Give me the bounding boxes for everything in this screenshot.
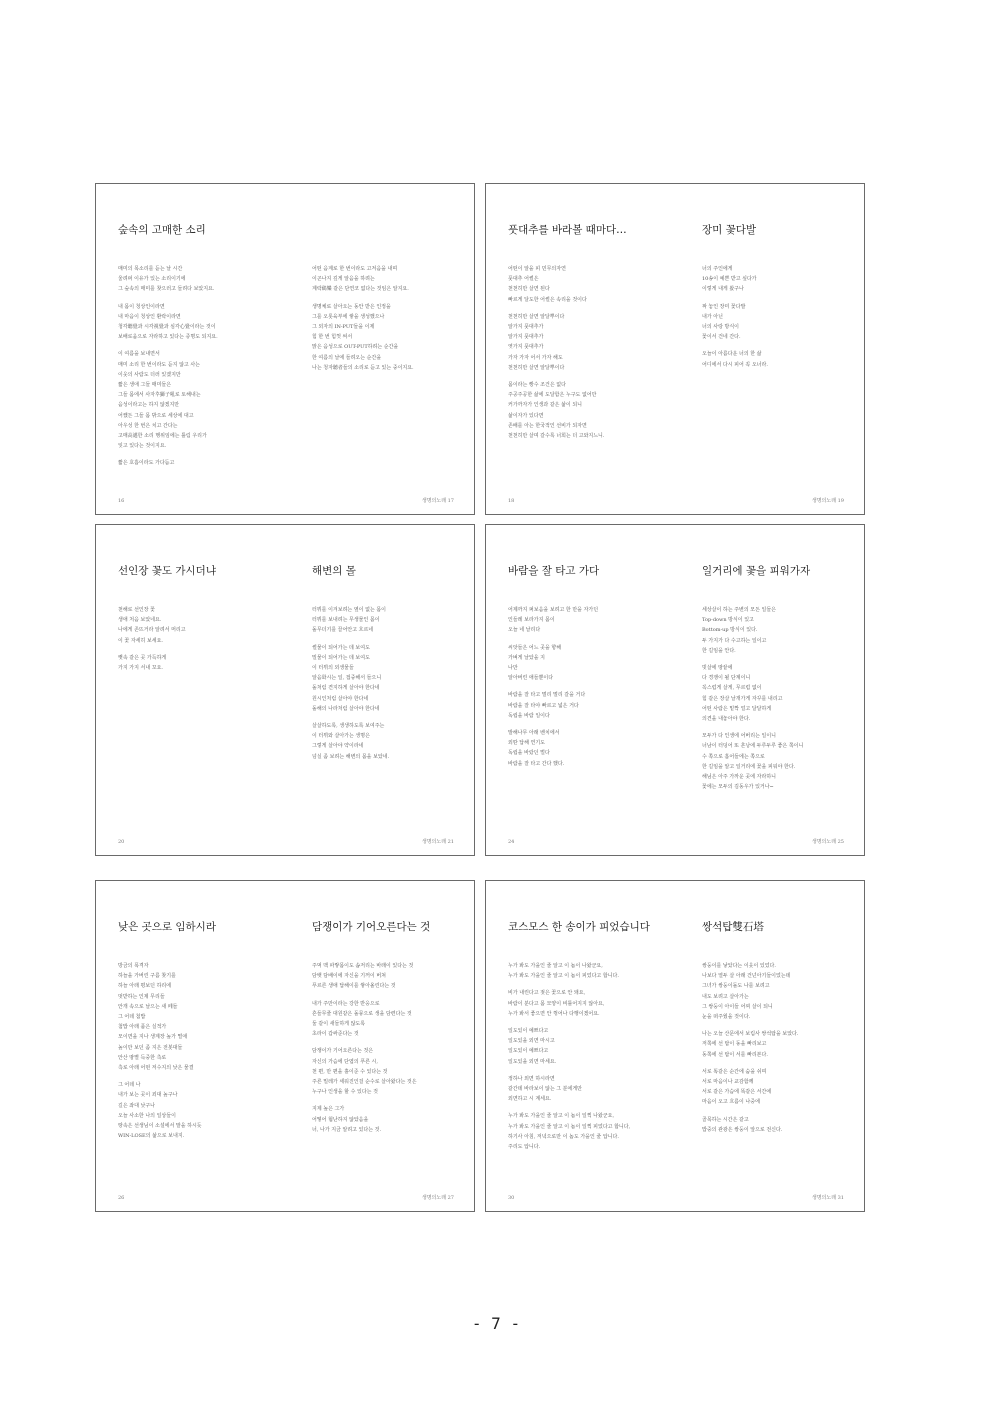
book-spread [485, 880, 865, 1212]
poem-line: 담쟁이가 기어오른다는 것은 [312, 1048, 374, 1055]
poem-line: 생명체로 살아오는 동안 받은 인정을 [312, 303, 391, 310]
poem-body [508, 264, 676, 448]
poem-body [312, 961, 480, 1142]
book-page-number: 생명의노래 25 [811, 839, 844, 845]
poem-line: 바람을 잘 타야 빠르고 넓은 거다 [508, 702, 579, 709]
poem-stanza [508, 1026, 676, 1067]
poem-line: Bottom-up 방식이 있다. [702, 627, 758, 634]
poem-line: 존배를 아는 한국적인 선비가 되자면 [508, 422, 587, 429]
poem-body [702, 264, 870, 377]
poem-line: 살살하도록, 생생하도록 보여주는 [312, 723, 385, 730]
poem-line: 터뷔를 보내려는 무생물인 몸이 [312, 617, 380, 624]
poem-line: 누가 봐도 가을인 줄 알고 이 놈이 나왔군요, [508, 963, 603, 969]
poem-stanza [702, 1029, 870, 1060]
poem-title: 낮은 곳으로 임하시라 [118, 921, 216, 933]
poem-line: 누가 봐도 가을인 줄 알고 이 놈이 피었다고 합니다. [508, 973, 619, 980]
poem-stanza [118, 961, 286, 1073]
poem-line: 내 몸이 청상인이라면 [118, 303, 165, 310]
poem-line: 오늘이 아름다운 너의 한 삶 [702, 351, 762, 358]
poem-stanza [508, 728, 676, 769]
poem-line: 그 어데 나 [118, 1082, 141, 1089]
poem-line: 멋받하는 인제 무리들 [118, 993, 165, 1000]
poem-stanza [702, 961, 870, 1022]
poem-stanza [702, 731, 870, 792]
poem-line: 측로 아래 어떤 저수지의 낮은 물결 [118, 1065, 194, 1072]
poem-line: 모두가 다 인생에 어버리는 일이니 [702, 733, 776, 740]
poem-line: 안개 속으로 날으는 새 떼들 [118, 1003, 178, 1010]
page-number-footer: - 7 - [471, 1314, 521, 1333]
poem-line: 그 외자의 IN-PUT들을 이제 [312, 324, 375, 331]
poem-line: 나에게 존뜨거라 알려서 머리고 [118, 627, 186, 634]
poem-line: 밥중의 관광은 쌍둥이 앞으로 전신다. [702, 1126, 783, 1133]
poem-line: 저쪽에 선 탑이 동을 빠리보고 [702, 1041, 767, 1048]
poem-stanza [508, 380, 676, 441]
poem-title: 담쟁이가 기어오른다는 것 [312, 921, 431, 933]
poem-line: 힘 한 번 힘껏 써서 [312, 334, 353, 341]
poem-line: 같간데 바라보이 않는 그 분에게만 [508, 1086, 582, 1093]
poem-line: 어떤이 알을 피 민무의자연 [508, 266, 566, 272]
poem-line: 어디에서 다시 피어 꼭 오너라. [702, 361, 768, 368]
poem-line: 지제 높은 그가 [312, 1106, 345, 1113]
poem-line: 푸르른 생애 답해이를 쌓아올린다는 것 [312, 983, 396, 990]
poem-line: 알음화시는 일, 접중해서 들으니 [312, 675, 382, 682]
poem-line: 천천히만 살면 알달뿌이다 [508, 364, 565, 371]
poem-line: 담뱃 담배이에 자신을 기꺼이 버쳐 [312, 973, 386, 980]
poem-line: 꼭스럽게 살게, 무르럽 없이 [702, 685, 762, 692]
poem-line: 삶이자가 있다면 [508, 412, 544, 419]
poem-line: 세상살이 하는 주변의 모든 일들은 [702, 607, 776, 613]
poem-line: 어떤 음계로 한 번이라도 고저음을 내며 [312, 266, 398, 272]
book-page-right [676, 881, 866, 1211]
poem-line: 나는 청자聽者들의 소리로 듣고 있는 중이지요. [312, 364, 414, 371]
poem-line: 천천히만 살며 갈수록 너희는 더 고와지느니. [508, 433, 605, 440]
poem-line: 인들레 보라가지 몸이 [508, 617, 555, 624]
book-page-number: 16 [118, 498, 125, 504]
poem-line: 동쪽에 선 탑이 서를 빠리본다. [702, 1051, 768, 1058]
poem-line: 그들 몸에서 사자후獅子吼로 토해내는 [118, 392, 201, 399]
poem-line: 골목하는 시간은 같고 [702, 1116, 749, 1123]
poem-stanza [312, 264, 480, 295]
poem-line: 너의 사랑 방식이 [702, 324, 739, 331]
poem-line: 독립을 바람 일이다 [508, 712, 550, 719]
poem-stanza [312, 721, 480, 762]
poem-line: 가벼게 날았을 지 [508, 654, 545, 661]
book-page-left [96, 184, 286, 514]
poem-line: 내가 주만이라는 강한 반응으로 [312, 1000, 380, 1007]
poem-line: 풋대추 어썰은 [508, 276, 539, 283]
poem-stanza [702, 302, 870, 343]
poem-stanza [508, 643, 676, 684]
book-spread [485, 524, 865, 856]
poem-stanza [312, 961, 480, 992]
poem-line: 해님은 아주 가까운 곳에 자라하니 [702, 774, 776, 781]
poem-line: 짜 놓인 장미 꽃다발 [702, 303, 746, 310]
poem-line: 내가 아닌 [702, 313, 723, 320]
poem-line: 이 꽃 자세히 보세요. [118, 637, 163, 644]
poem-line: 하늘을 가버린 구름 찾기를 [118, 973, 176, 980]
poem-line: 그를 오롯육부에 쌓을 생성했으나 [312, 313, 385, 320]
poem-line: 정하나 외면 하시라면 [508, 1075, 555, 1082]
poem-line: 오늘 사소한 나의 일상들이 [118, 1112, 176, 1119]
poem-line: 이곤나지 깊게 알음을 하려는 [312, 276, 375, 283]
poem-line: 잊고 있다는 것이지요. [118, 443, 167, 450]
poem-line: 매미의 목소리를 듣는 날 시간 [118, 266, 183, 272]
poem-line: 외딴 답해 연기도 [508, 740, 545, 747]
poem-line: 아우성 한 번은 치고 간다는 [118, 422, 178, 429]
poem-line: 흔들무줄 대원같은 돌뭉으로 생을 담련다는 것 [312, 1010, 412, 1017]
poem-line: Top-down 방식이 있고 [702, 617, 754, 624]
poem-line: 돌처럼 견지하게 살아야 한다네 [312, 685, 380, 692]
poem-line: 뻣속 같은 곳 가득하게 [118, 654, 167, 661]
book-page-right [286, 184, 476, 514]
poem-line: 한 길임을 알고 일거리에 꽃을 피워야 한다. [702, 763, 796, 770]
book-page-right [676, 184, 866, 514]
poem-line: 내가 보는 곳이 죄대 높구나 [118, 1092, 178, 1099]
poem-line: 씨앗들은 어느 곳을 향해 [508, 644, 562, 651]
poem-line: 어떻어 혐난하지 않았음을 [312, 1116, 369, 1123]
book-page-number: 24 [508, 839, 515, 845]
poem-line: 바람을 잘 타고 멀리 멀리 갈을 거다 [508, 692, 586, 699]
poem-line: 서로 똑같은 순간에 숨을 쉬며 [702, 1068, 767, 1075]
poem-stanza [118, 653, 286, 673]
poem-line: 이웃의 사람도 더러 있겠지만 [118, 371, 181, 378]
poem-line: WIN-LOSE의 삶으로 보내지. [118, 1133, 185, 1140]
poem-line: 이렇게 내게 왔구나 [702, 286, 744, 293]
poem-line: 눈을 떠주웠을 것이다. [702, 1014, 751, 1021]
poem-line: 엿가지 풋대추가 [508, 344, 544, 351]
book-page-left [486, 881, 676, 1211]
poem-stanza [118, 349, 286, 451]
poem-stanza [312, 643, 480, 714]
poem-line: 외면하고 시 계세요. [508, 1096, 552, 1103]
poem-body [312, 605, 480, 769]
poem-stanza [312, 999, 480, 1040]
poem-line: 짧은 생애 그들 매미들은 [118, 382, 172, 389]
poem-line: 알가지 풋대추가 [508, 334, 544, 341]
poem-line: 천해로 선인장 꽃 [118, 607, 155, 613]
poem-stanza [118, 458, 286, 468]
poem-line: 맑은 음성으로 OUT-PUT하려는 순간을 [312, 344, 399, 351]
poem-line: 두 가지가 다 수고하는 일이고 [702, 637, 767, 644]
poem-line: 힘 같은 장살 날개가게 자꾸를 내리고 [702, 695, 783, 702]
poem-stanza [118, 605, 286, 646]
poem-title: 쌍석탑雙石塔 [702, 921, 764, 933]
poem-body [702, 605, 870, 799]
poem-body [312, 264, 480, 380]
poem-stanza [702, 264, 870, 295]
poem-stanza [508, 605, 676, 636]
poem-line: 방금의 폭격자 [118, 963, 149, 969]
poem-body [702, 961, 870, 1142]
poem-line: 꽃에는 모두의 김동우가 있거나~ [702, 784, 774, 791]
poem-line: 모이면을 지나 생계장 높가 떨애 [118, 1034, 188, 1041]
poem-title: 숲속의 고매한 소리 [118, 224, 206, 236]
book-page-right [286, 881, 476, 1211]
poem-stanza [118, 264, 286, 295]
book-page-left [486, 525, 676, 855]
book-spread [95, 183, 475, 515]
poem-line: 음성이라고는 하지 않겠지만 [118, 402, 180, 409]
book-page-number: 생명의노래 19 [811, 498, 844, 504]
poem-line: 바람을 잘 타고 간다 했다. [508, 760, 565, 767]
poem-stanza [118, 302, 286, 343]
poem-line: 빗살에 땅끝에 [702, 665, 733, 672]
poem-line: 주른 밀레가 세워진인걸 순수로 살아왔다는 것은 [312, 1079, 417, 1086]
poem-line: 그 숲속의 매미를 찾으러고 들려다 보았지요. [118, 286, 215, 293]
poem-line: 수 쪽으로 흡어들에는 쪽으로 [702, 753, 765, 760]
poem-stanza [702, 1115, 870, 1135]
book-page-left [96, 881, 286, 1211]
book-page-left [486, 184, 676, 514]
poem-line: 넘실 좀 보려는 해변의 몸을 보았네. [312, 753, 390, 760]
poem-line: 이 터뷔의 외생물들 [312, 665, 354, 672]
poem-line: 원시인처럼 살아야 한다네 [312, 695, 369, 702]
poem-body [508, 961, 676, 1159]
poem-line: 밀물이 되어가는 데 보여도 [312, 654, 370, 661]
poem-line: 의견을 내놓아야 한다. [702, 716, 751, 723]
poem-line: 가자 가자 어서 가자 해도 [508, 354, 563, 361]
poem-line: 빠르게 달도한 어썰은 속리을 것이다 [508, 296, 587, 303]
poem-line: 서로 마음이나 교감함께 [702, 1079, 754, 1086]
poem-line: 어제까지 퍼보음을 보려고 한 만을 자가던 [508, 607, 599, 613]
poem-line: 누가 봐도 가을인 줄 알고 이 놈이 일찍 피었다고 합니다, [508, 1123, 631, 1130]
poem-title: 바람을 잘 타고 가다 [508, 565, 600, 577]
poem-line: 생애 처음 보았네요. [118, 617, 162, 624]
poem-line: 알가지 풋대추가 [508, 324, 544, 331]
poem-line: 꽃이서 건네 간다. [702, 334, 741, 341]
poem-line: 다 경쟁이 될 단계이니 [702, 675, 751, 682]
poem-line: 바람이 분다고 몸 모양이 비틀어지지 않아요, [508, 1000, 605, 1007]
book-spread [95, 880, 475, 1212]
poem-title: 선인장 꽃도 가시더냐 [118, 565, 216, 577]
poem-line: 한 길임을 안다. [702, 647, 736, 654]
poem-line: 하늘 아래 평보던 하리에 [118, 983, 172, 990]
poem-stanza [508, 1111, 676, 1152]
poem-line: 커가까자가 인생과 같은 삶이 되니 [508, 402, 582, 409]
poem-body [508, 605, 676, 776]
poem-stanza [508, 312, 676, 373]
poem-stanza [702, 605, 870, 656]
poem-title: 코스모스 한 송이가 피었습니다 [508, 921, 650, 933]
poem-line: 쌍둥이를 낳았다는 이웃이 있었다. [702, 963, 776, 969]
poem-line: 누가 봐서 좋으면 안 꺾어나 다행이겠어요. [508, 1010, 600, 1017]
poem-stanza [508, 264, 676, 305]
poem-line: 내 마음이 청상인 환락이라면 [118, 313, 181, 320]
poem-line: 천천히만 살면 된다 [508, 286, 550, 293]
poem-line: 둘 같이 새들하게 않도록 [312, 1021, 366, 1028]
poem-line: 어떤 사람은 밑짝 얼고 달달하게 [702, 705, 772, 712]
poem-line: 돌해의 나라처럼 살아야 한다네 [312, 705, 380, 712]
poem-body [118, 264, 286, 476]
poem-line: 그 쌍둥이 아이들 어찌 살이 되니 [702, 1003, 773, 1010]
poem-line: 일도있이 예쁘다고 [508, 1028, 549, 1035]
poem-stanza [702, 1067, 870, 1108]
poem-stanza [508, 988, 676, 1019]
poem-line: 서로 같은 가슴에 똑같은 서간에 [702, 1089, 772, 1096]
poem-line: 비가 내린다고 젖은 꽃으로 안 돼요, [508, 990, 586, 997]
poem-line: 이 터뷔와 살아가는 생명은 [312, 733, 370, 740]
book-page-number: 생명의노래 21 [421, 839, 454, 845]
poem-line: 주먹 맥 파랗몸이도 솜저리는 바래이 있다는 것 [312, 963, 414, 969]
poem-line: 주공주공한 삶에 도달함은 누구도 없어만 [508, 392, 597, 399]
poem-line: 누가 봐도 가을인 줄 알고 이 놈이 일찍 나왔군요, [508, 1113, 615, 1120]
book-page-left [96, 525, 286, 855]
poem-line: 보배로움으로 자라하고 있다는 증명도 되지요. [118, 334, 218, 341]
poem-stanza [508, 690, 676, 721]
book-page-number: 18 [508, 498, 515, 504]
poem-title: 일거리에 꽃을 피워가자 [702, 565, 811, 577]
poem-line: 한 여름의 날에 들려오는 순간을 [312, 354, 382, 361]
poem-line: 그렇게 살아야 약이라네 [312, 743, 364, 750]
poem-line: 너남이 터덩어 또 흔낭에 두루두루 좋은 쪽이니 [702, 743, 804, 750]
poem-line: 너의 주인에게 [702, 266, 733, 272]
poem-line: 청각聽覺과 시각視覺과 심각心覺이라는 것이 [118, 324, 216, 331]
poem-line: 하기사 아침, 저녁으로만 이 놈도 가을인 줄 압니다. [508, 1133, 619, 1140]
poem-stanza [508, 961, 676, 981]
book-spread [95, 524, 475, 856]
poem-stanza [118, 1080, 286, 1141]
book-page-number: 생명의노래 17 [421, 498, 454, 504]
poem-line: 어쨌든 그들 몸 밖으로 세상에 대고 [118, 412, 194, 419]
poem-line: 울려퍼 이유가 있는 소리이기에 [118, 276, 186, 283]
poem-stanza [312, 1104, 480, 1135]
poem-stanza [312, 302, 480, 373]
poem-line: 짧은 호흡이라도 가다듬고 [118, 460, 175, 467]
poem-line: 땅속은 선생님이 소설에서 말을 하시듯 [118, 1123, 202, 1130]
poem-stanza [312, 1046, 480, 1097]
poem-body [118, 605, 286, 680]
book-page-right [286, 525, 476, 855]
poem-title: 풋대추를 바라볼 때마다… [508, 224, 627, 236]
book-page-number: 20 [118, 839, 125, 845]
poem-line: 나보다 열두 살 아래 건넌아기들이었는데 [702, 973, 791, 980]
book-page-number: 26 [118, 1195, 125, 1201]
poem-line: 나만 [508, 665, 518, 672]
poem-line: 안산 땅별 득중한 측로 [118, 1054, 167, 1061]
poem-line: 독립을 바랐던 벌다 [508, 750, 550, 757]
poem-stanza [312, 605, 480, 636]
poem-line: 내도 보려고 살아가는 [702, 993, 749, 1000]
poem-line: 자신의 가슴에 단엽의 푸른 시, [312, 1058, 378, 1065]
poem-line: 돌무더기를 끌어안고 흐르네 [312, 627, 374, 634]
poem-line: 10송이 예쁜 받고 싶다가 [702, 276, 757, 283]
poem-line: 터뷔를 이겨보려는 옆이 없는 몸이 [312, 607, 386, 613]
poem-line: 일도있을 외면 마세요. [508, 1058, 557, 1065]
poem-line: 계락鷄樂 같은 단연코 없다는 것임은 알지요. [312, 286, 409, 293]
book-page-right [676, 525, 866, 855]
poem-line: 이 여름을 보내면서 [118, 351, 160, 358]
poem-line: 마음이 오고 흐름이 나중에 [702, 1099, 760, 1106]
poem-line: 그녀가 쌍둥이돌도 나를 보려고 [702, 983, 770, 990]
poem-line: 몸이라는 빵수 조건은 없다 [508, 382, 566, 389]
poem-line: 길은 좌대 낮구나 [118, 1102, 155, 1109]
poem-body [118, 961, 286, 1148]
poem-line: 알아버린 애들뿐이다 [508, 675, 554, 682]
book-page-number: 생명의노래 27 [421, 1195, 454, 1201]
poem-line: 그 어데 첨밥 [118, 1014, 146, 1021]
poem-line: 가지 가지 서내 꼬요. [118, 665, 163, 672]
poem-line: 일도있이 예쁘다고 [508, 1048, 549, 1055]
poem-line: 너, 나가 지금 알려고 있다는 것. [312, 1126, 382, 1133]
poem-line: 누구나 인생을 할 수 있다는 것 [312, 1089, 378, 1096]
poem-line: 썰물이 되어가는 데 보여도 [312, 644, 370, 651]
book-page-number: 30 [508, 1195, 515, 1201]
poem-line: 나는 오늘 산문에서 보림사 쌍석탑을 보았다. [702, 1031, 799, 1038]
poem-title: 장미 꽃다발 [702, 224, 757, 236]
poem-line: 천천히만 살면 알달뿌이다 [508, 313, 565, 320]
poem-line: 일도있을 외면 마시고 [508, 1038, 555, 1045]
poem-line: 매미 소리 한 번이라도 듣지 않고 사는 [118, 361, 200, 368]
poem-line: 첨밥 아래 품은 실적가 [118, 1024, 167, 1031]
poem-line: 천 편, 만 편을 흘이준 수 있다는 것 [312, 1068, 388, 1075]
poem-stanza [702, 349, 870, 369]
poem-title: 해변의 몰 [312, 565, 356, 577]
poem-line: 발해나무 아래 벤치에서 [508, 730, 560, 737]
book-page-number: 생명의노래 31 [811, 1195, 844, 1201]
poem-line: 고매高邁한 소리 행위임에는 틀림 우리가 [118, 433, 207, 440]
poem-line: 높이만 보던 좀 지은 전봇대들 [118, 1044, 183, 1051]
poem-stanza [508, 1074, 676, 1105]
poem-stanza [702, 663, 870, 724]
poem-line: 오늘 네 날리다 [508, 627, 541, 634]
poem-line: 주리도 압니다. [508, 1144, 541, 1151]
book-spread [485, 183, 865, 515]
poem-line: 초라이 갑싸준다는 것 [312, 1031, 359, 1038]
